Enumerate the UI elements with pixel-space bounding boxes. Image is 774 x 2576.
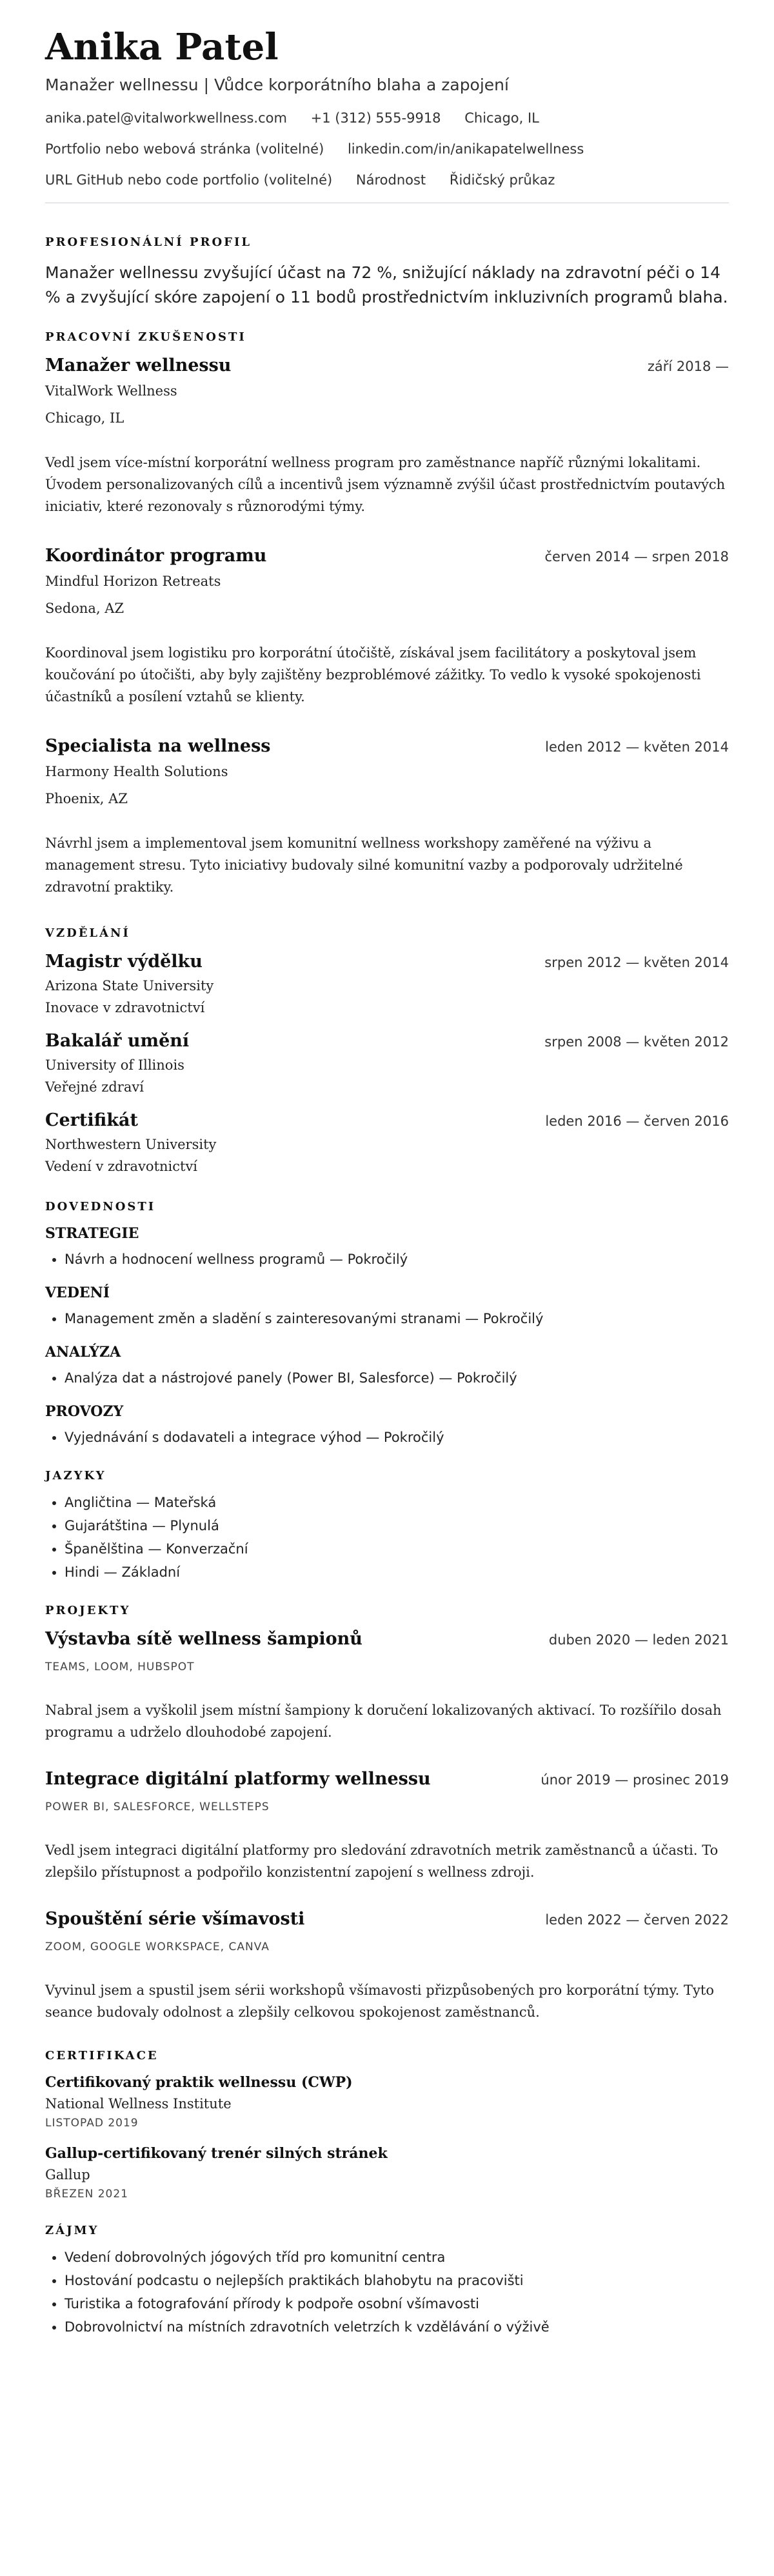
language-item: • Španělština — Konverzační	[64, 1541, 729, 1557]
experience-heading: PRACOVNÍ ZKUŠENOSTI	[45, 330, 246, 344]
github-link[interactable]: URL GitHub nebo code portfolio (volitelné)	[45, 172, 333, 188]
field-of-study: Inovace v zdravotnictví	[45, 1000, 205, 1016]
certification-title: Certifikovaný praktik wellnessu (CWP)	[45, 2074, 353, 2092]
skill-category: ANALÝZA	[45, 1344, 121, 1361]
education-dates: leden 2016 — červen 2016	[545, 1113, 729, 1130]
job-company: VitalWork Wellness	[45, 383, 177, 399]
job-dates: leden 2012 — květen 2014	[545, 739, 729, 755]
job-company: Mindful Horizon Retreats	[45, 574, 221, 590]
email-link[interactable]: anika.patel@vitalworkwellness.com	[45, 110, 287, 126]
contact-block	[45, 110, 729, 188]
job-location: Phoenix, AZ	[45, 791, 128, 807]
skills-heading: DOVEDNOSTI	[45, 1200, 156, 1214]
contact-line-1	[45, 110, 729, 126]
profile-heading: PROFESIONÁLNÍ PROFIL	[45, 235, 252, 250]
experience-item	[45, 546, 729, 708]
education-dates: srpen 2012 — květen 2014	[544, 955, 729, 971]
project-item	[45, 1909, 729, 2023]
candidate-name: Anika Patel	[45, 26, 279, 68]
location: Chicago, IL	[464, 110, 539, 126]
project-dates: duben 2020 — leden 2021	[548, 1632, 729, 1648]
job-company: Harmony Health Solutions	[45, 764, 228, 780]
skill-item: • Analýza dat a nástrojové panely (Power BI, Salesforce) — Pokročilý	[64, 1370, 729, 1386]
skill-item: • Management změn a sladění s zainteresovanými stranami — Pokročilý	[64, 1310, 729, 1327]
skill-list	[45, 1310, 729, 1327]
language-item: • Gujarátština — Plynulá	[64, 1517, 729, 1534]
school: Northwestern University	[45, 1137, 217, 1153]
job-dates: červen 2014 — srpen 2018	[544, 549, 729, 565]
languages-heading: JAZYKY	[45, 1469, 106, 1483]
project-dates: leden 2022 — červen 2022	[545, 1912, 729, 1928]
interest-list	[45, 2249, 729, 2335]
nationality: Národnost	[355, 172, 426, 188]
project-item	[45, 1629, 729, 1743]
skill-list	[45, 1429, 729, 1446]
certification-title: Gallup-certifikovaný trenér silných stránek	[45, 2145, 388, 2162]
linkedin-link[interactable]: linkedin.com/in/anikapatelwellness	[347, 141, 584, 157]
education-dates: srpen 2008 — květen 2012	[544, 1034, 729, 1050]
certification-date: BŘEZEN 2021	[45, 2188, 128, 2201]
job-dates: září 2018 —	[647, 359, 729, 375]
certification-issuer: Gallup	[45, 2167, 90, 2183]
job-location: Chicago, IL	[45, 410, 124, 426]
language-item: • Angličtina — Mateřská	[64, 1494, 729, 1511]
school: Arizona State University	[45, 978, 214, 994]
contact-line-3	[45, 172, 729, 188]
interests-heading: ZÁJMY	[45, 2224, 99, 2238]
job-title: Koordinátor programu	[45, 546, 267, 566]
job-description: Vedl jsem více-místní korporátní wellness program pro zaměstnance napříč různými lokalitami. Úvodem personalizovaných cílů a incentivů jsem významně zvýšil účast prostřednictvím poutavých iniciativ, které rezonovaly s různorodými týmy.	[45, 455, 726, 515]
profile-text: Manažer wellnessu zvyšující účast na 72 %, snižující náklady na zdravotní péči o 14 % a zvyšující skóre zapojení o 11 bodů prostřednictvím inkluzivních programů blaha.	[45, 263, 728, 307]
skill-list	[45, 1370, 729, 1386]
certification-item	[45, 2074, 729, 2130]
experience-item	[45, 736, 729, 898]
education-item	[45, 1110, 729, 1174]
project-description: Vyvinul jsem a spustil jsem sérii workshopů všímavosti přizpůsobených pro korporátní týmy. Tyto seance budovaly odolnost a zlepšily celkovou spokojenost zaměstnanců.	[45, 1982, 714, 2021]
language-list	[45, 1494, 729, 1581]
skill-category: PROVOZY	[45, 1403, 124, 1421]
headline: Manažer wellnessu | Vůdce korporátního blaha a zapojení	[45, 75, 509, 95]
projects-heading: PROJEKTY	[45, 1604, 131, 1618]
job-title: Manažer wellnessu	[45, 355, 232, 376]
education-item	[45, 1031, 729, 1095]
project-description: Nabral jsem a vyškolil jsem místní šampiony k doručení lokalizovaných aktivací. To rozšířilo dosah programu a udrželo dlouhodobé zapojení.	[45, 1702, 722, 1741]
certifications-heading: CERTIFIKACE	[45, 2049, 159, 2063]
project-title: Výstavba sítě wellness šampionů	[45, 1629, 362, 1650]
resume-page	[45, 26, 729, 2342]
interest-item: • Vedení dobrovolných jógových tříd pro komunitní centra	[64, 2249, 729, 2266]
education-item	[45, 952, 729, 1015]
degree: Bakalář umění	[45, 1031, 190, 1052]
project-title: Spouštění série všímavosti	[45, 1909, 305, 1930]
degree: Magistr výdělku	[45, 952, 203, 972]
skill-category: VEDENÍ	[45, 1284, 110, 1302]
portfolio-link[interactable]: Portfolio nebo webová stránka (volitelné)	[45, 141, 324, 157]
skill-item: • Návrh a hodnocení wellness programů — Pokročilý	[64, 1251, 729, 1268]
certification-issuer: National Wellness Institute	[45, 2096, 232, 2112]
education-heading: VZDĚLÁNÍ	[45, 926, 130, 941]
contact-line-2	[45, 141, 729, 157]
job-title: Specialista na wellness	[45, 736, 271, 757]
language-item: • Hindi — Základní	[64, 1564, 729, 1581]
skill-category: STRATEGIE	[45, 1225, 139, 1243]
degree: Certifikát	[45, 1110, 138, 1131]
certification-date: LISTOPAD 2019	[45, 2117, 139, 2130]
job-location: Sedona, AZ	[45, 601, 124, 617]
project-description: Vedl jsem integraci digitální platformy pro sledování zdravotních metrik zaměstnanců a účasti. To zlepšilo přístupnost a podpořilo konzistentní zapojení s wellness zdroji.	[45, 1842, 719, 1881]
drivers-license: Řidičský průkaz	[449, 172, 555, 188]
skill-item: • Vyjednávání s dodavateli a integrace výhod — Pokročilý	[64, 1429, 729, 1446]
interest-item: • Turistika a fotografování přírody k podpoře osobní všímavosti	[64, 2295, 729, 2312]
project-dates: únor 2019 — prosinec 2019	[541, 1772, 729, 1788]
school: University of Illinois	[45, 1057, 184, 1073]
phone-number[interactable]: +1 (312) 555-9918	[310, 110, 441, 126]
field-of-study: Vedení v zdravotnictví	[45, 1159, 198, 1175]
interest-item: • Hostování podcastu o nejlepších praktikách blahobytu na pracovišti	[64, 2272, 729, 2289]
job-description: Koordinoval jsem logistiku pro korporátní útočiště, získával jsem facilitátory a poskytoval jsem koučování po útočišti, aby byly zajištěny bezproblémové zážitky. To vedlo k vysoké spokojenosti účastníků a posílení vztahů se klienty.	[45, 645, 701, 705]
job-description: Návrhl jsem a implementoval jsem komunitní wellness workshopy zaměřené na výživu a management stresu. Tyto iniciativy budovaly silné komunitní vazby a podporovaly udržitelné zdravotní praktiky.	[45, 835, 683, 895]
certification-item	[45, 2145, 729, 2201]
interest-item: • Dobrovolnictví na místních zdravotních veletrzích k vzdělávání o výživě	[64, 2319, 729, 2335]
field-of-study: Veřejné zdraví	[45, 1079, 144, 1095]
project-tools: ZOOM, GOOGLE WORKSPACE, CANVA	[45, 1941, 270, 1954]
skill-list	[45, 1251, 729, 1268]
project-tools: POWER BI, SALESFORCE, WELLSTEPS	[45, 1801, 270, 1814]
project-item	[45, 1769, 729, 1883]
experience-item	[45, 355, 729, 517]
project-title: Integrace digitální platformy wellnessu	[45, 1769, 431, 1790]
project-tools: TEAMS, LOOM, HUBSPOT	[45, 1661, 195, 1674]
